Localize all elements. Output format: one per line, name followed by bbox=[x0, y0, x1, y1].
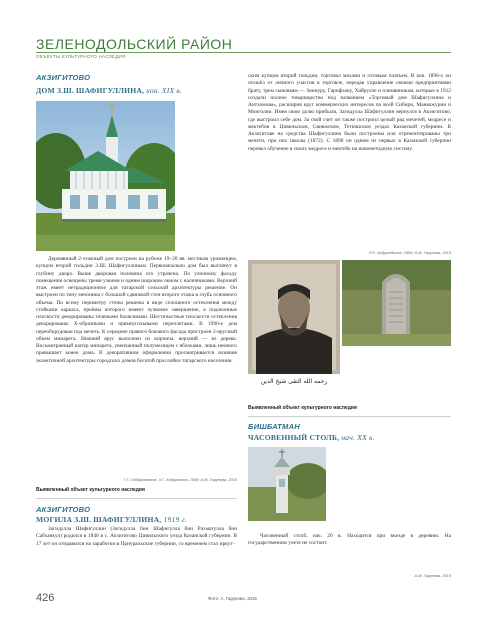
credit-house: Г.Г. Габдрахманов, З.Г. Хайруллина, 1999; А.М. Гарунова, 2015 bbox=[123, 477, 237, 482]
article-date: кон. XIX в. bbox=[146, 86, 182, 95]
article-title-text-pillar: ЧАСОВЕННЫЙ СТОЛБ, bbox=[248, 433, 340, 442]
shafigullin-portrait-photo bbox=[248, 260, 340, 374]
mosque-photo-graphic bbox=[36, 101, 175, 251]
article-title-grave bbox=[36, 515, 187, 524]
region-subtitle: ОБЪЕКТЫ КУЛЬТУРНОГО НАСЛЕДИЯ bbox=[36, 54, 126, 59]
section-village-bishbatman: БИШБАТМАН bbox=[248, 422, 300, 431]
section-village-akzigitovo-2: АКЗИГИТОВО bbox=[36, 505, 91, 514]
gravestone-graphic bbox=[342, 260, 451, 346]
chapel-pillar-photo bbox=[248, 447, 326, 521]
heritage-note-house: Выявленный объект культурного наследия bbox=[36, 487, 145, 493]
article-date-pillar: нач. XX в. bbox=[341, 433, 375, 442]
article-title-text-grave: МОГИЛА З.Ш. ШАФИГУЛЛИНА, bbox=[36, 515, 162, 524]
article-title-house bbox=[36, 86, 182, 95]
portrait-caption-arabic: رحمه الله التقى شيخ الدين bbox=[260, 378, 328, 385]
article-body-grave: Загидулла Шафигуллин (Загидулла бин Шафигулла бин Рахматулла бин Сабханкул) родился в 1840 в с. Акзигитово Цивильского уезда Казанской губернии. В 17 лет он отправился на заработки в Приуральские губернии, со временем стал иркут- bbox=[36, 526, 237, 547]
chapel-pillar-graphic bbox=[248, 447, 326, 521]
article-body-pillar: Часовенный столб, нач. 20 в. Находится при въезде в деревню. На государственном учете не состоит. bbox=[248, 533, 451, 547]
section-divider bbox=[36, 498, 237, 499]
gravestone-photo bbox=[342, 260, 451, 346]
mosque-house-photo bbox=[36, 101, 175, 251]
article-body-continued: ским купцом второй гильдии, торговал мехами и готовым платьем. В кон. 1890-х он отошёл от личного участия в торговле, передав управление своими предприятиями брату, трем сыновьям — Зиннуру, Гарифзану, Хайрулле и племянникам, которые в 1912 создали полное товарищество под названием «Торговый дом Шафигуллина и Аитхомова», расширив круг коммерческих интересов по всей Сибири, Маньчжурии и Монголии. Имея свою долю прибыли, Загидулла Шафигуллин вернулся в Акзигитово, где выстроил себе дом. За свой счет он также построил целый ряд мечетей, медресе и мектебов в Цивильском, Свияжском, Тетюшском уездах Казанской губернии. В Акзигитове на средства Шафигуллина были построены или отремонтированы три мечети, при них школы (1872). С 1898 он одним из первых в Казанской губернии перевел обучение в своих медресе и мектебе на новометодную систему. bbox=[248, 73, 451, 152]
header-divider bbox=[36, 52, 451, 53]
section-village-akzigitovo: АКЗИГИТОВО bbox=[36, 73, 91, 82]
article-title-text: ДОМ З.Ш. ШАФИГУЛЛИНА, bbox=[36, 86, 145, 95]
article-body-house: Деревянный 2-этажный дом построен на рубеже 19–20 вв. местным уроженцем, купцом второй гильдии З.Ш. Шафигуллиным. Первоначально дом был выглянут в глубину двора. Выше дворовая половина его утрачена. По уличному фасаду помещения освещены тремя узкими и одним широким окном с наличниками. Верхний этаж имеет нетрадиционное для татарской сельской архитектуры решение. Он выстроен по типу мезонина с большой сдвижкой стен второго этажа в глубь основного объема. По всему периметру стены решены в виде сплошного остекления между стойками каркаса, проёмы которого имеют лучковое завершение, а подоконные плоскости декорированы точеными балясинами. Шестичастные плоскости остекления декорированы Х-образными и прямоугольными переплетами. В 1990-е дом переоборудован под мечеть. К середине правого бокового фасада пристроен 2-ярусный объем минарета. Нижний ярус выполнен из кирпича, верхний — из дерева. Восьмигранный шатер минарета, увенчанный полумесяцем с яблоками, лишь немного превышает конек дома. В декоративном оформлении просматривается влияние эклектичной архитектуры городских домов богатой прослойки татарского населения. bbox=[36, 256, 237, 364]
credit-biography: Р.З. Хайрутдинов, 1995; А.М. Гарунова, 2015 bbox=[369, 250, 451, 255]
page-number: 426 bbox=[36, 592, 55, 604]
section-divider-right bbox=[248, 416, 451, 417]
credit-pillar: А.М. Гарунова, 2015 bbox=[414, 573, 451, 578]
article-date-grave: 1919 г. bbox=[163, 515, 187, 524]
heritage-note-grave: Выявленный объект культурного наследия bbox=[248, 405, 357, 411]
portrait-graphic bbox=[248, 260, 340, 374]
article-title-pillar bbox=[248, 433, 375, 442]
region-title: ЗЕЛЕНОДОЛЬСКИЙ РАЙОН bbox=[36, 36, 233, 52]
photo-credit: Фото: А. Гарунова, 2015 bbox=[208, 596, 257, 601]
